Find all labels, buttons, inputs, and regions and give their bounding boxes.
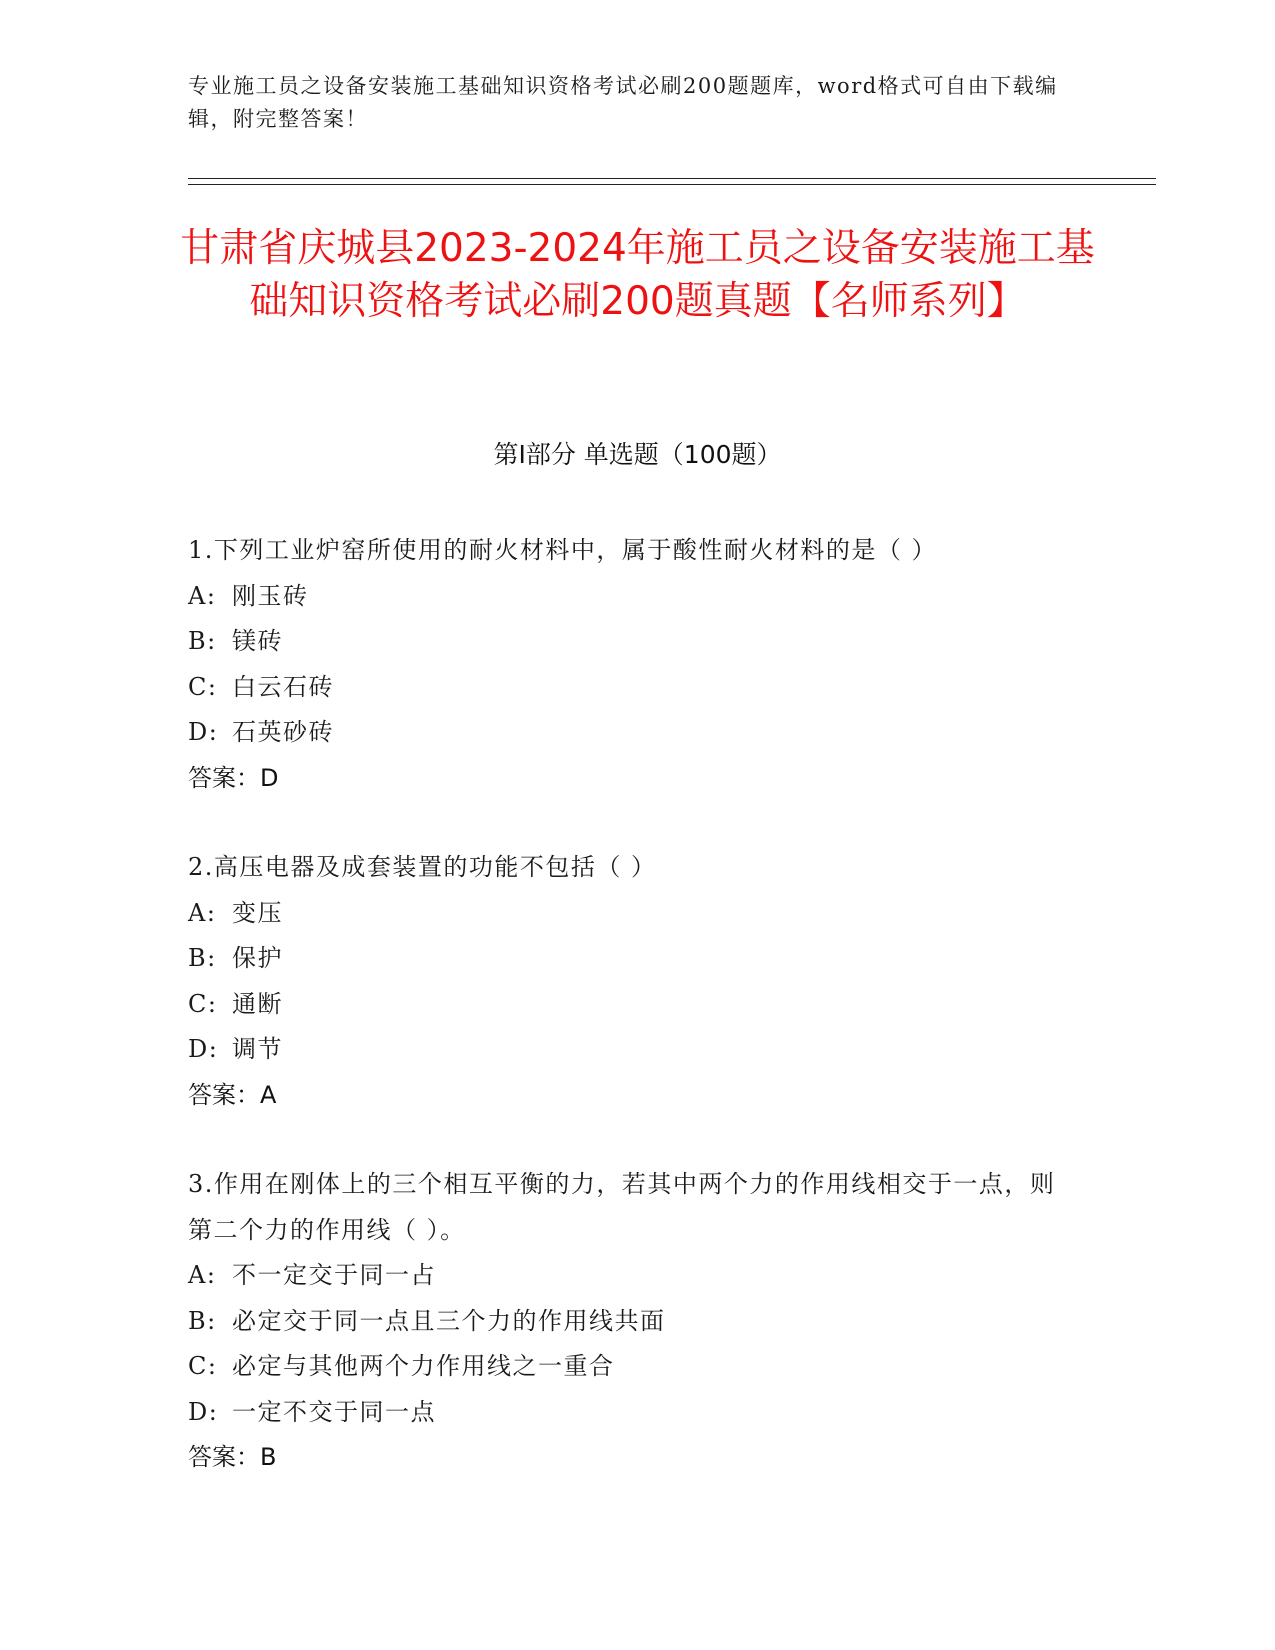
option-letter: D: [188, 1035, 219, 1063]
option-text: 必定与其他两个力作用线之一重合 [232, 1352, 615, 1380]
option-text: 刚玉砖 [232, 581, 309, 610]
option-text: 保护 [232, 944, 283, 972]
option-a [188, 574, 1068, 620]
question-3 [188, 1162, 1068, 1481]
option-letter: B: [188, 627, 217, 655]
option-d [188, 1390, 1068, 1436]
option-text: 白云石砖 [232, 672, 334, 701]
answer-value: D [260, 763, 279, 792]
option-text: 调节 [232, 1035, 283, 1063]
option-a [188, 1253, 1068, 1299]
option-a [188, 891, 1068, 937]
header-rule-top [188, 178, 1156, 179]
option-text: 石英砂砖 [232, 718, 334, 746]
document-title: 甘肃省庆城县2023-2024年施工员之设备安装施工基础知识资格考试必刷200题真题【名师系列】 [180, 226, 1095, 324]
option-text: 必定交于同一点且三个力的作用线共面 [232, 1306, 666, 1335]
option-letter: D: [188, 1397, 219, 1426]
option-text: 通断 [232, 989, 283, 1018]
option-text: 变压 [232, 898, 283, 927]
option-letter: A: [188, 1261, 217, 1289]
answer-prefix: 答案： [188, 1443, 260, 1471]
section-title: 第Ⅰ部分 单选题（100题） [493, 440, 782, 469]
option-letter: A: [188, 581, 217, 610]
answer-prefix: 答案： [188, 763, 260, 792]
option-letter: C: [188, 672, 218, 701]
header-note: 专业施工员之设备安装施工基础知识资格考试必刷200题题库，word格式可自由下载编辑，附完整答案！ [188, 74, 1058, 131]
option-letter: B: [188, 1306, 217, 1335]
option-text: 镁砖 [232, 627, 283, 655]
option-letter: D: [188, 718, 219, 746]
option-letter: C: [188, 1352, 218, 1380]
answer-line [188, 756, 1068, 802]
option-d [188, 710, 1068, 756]
question-list [188, 528, 1068, 1525]
question-stem: 3.作用在刚体上的三个相互平衡的力，若其中两个力的作用线相交于一点，则第二个力的作用线（ ）。 [188, 1170, 1056, 1244]
option-text: 一定不交于同一点 [232, 1397, 436, 1426]
option-d [188, 1027, 1068, 1073]
answer-value: B [260, 1443, 277, 1471]
answer-prefix: 答案： [188, 1080, 260, 1109]
header-rule-bottom [188, 184, 1156, 185]
option-c [188, 1344, 1068, 1390]
option-b [188, 619, 1068, 665]
option-c [188, 982, 1068, 1028]
answer-line [188, 1073, 1068, 1119]
question-stem: 2.高压电器及成套装置的功能不包括（ ） [188, 853, 657, 881]
option-c [188, 665, 1068, 711]
question-1 [188, 528, 1068, 801]
option-letter: B: [188, 944, 217, 972]
answer-value: A [260, 1080, 277, 1109]
answer-line [188, 1435, 1068, 1481]
option-b [188, 1299, 1068, 1345]
option-text: 不一定交于同一占 [232, 1261, 436, 1289]
option-letter: A: [188, 898, 217, 927]
question-stem: 1.下列工业炉窑所使用的耐火材料中，属于酸性耐火材料的是（ ） [188, 536, 938, 564]
option-b [188, 936, 1068, 982]
question-2 [188, 845, 1068, 1118]
option-letter: C: [188, 989, 218, 1018]
